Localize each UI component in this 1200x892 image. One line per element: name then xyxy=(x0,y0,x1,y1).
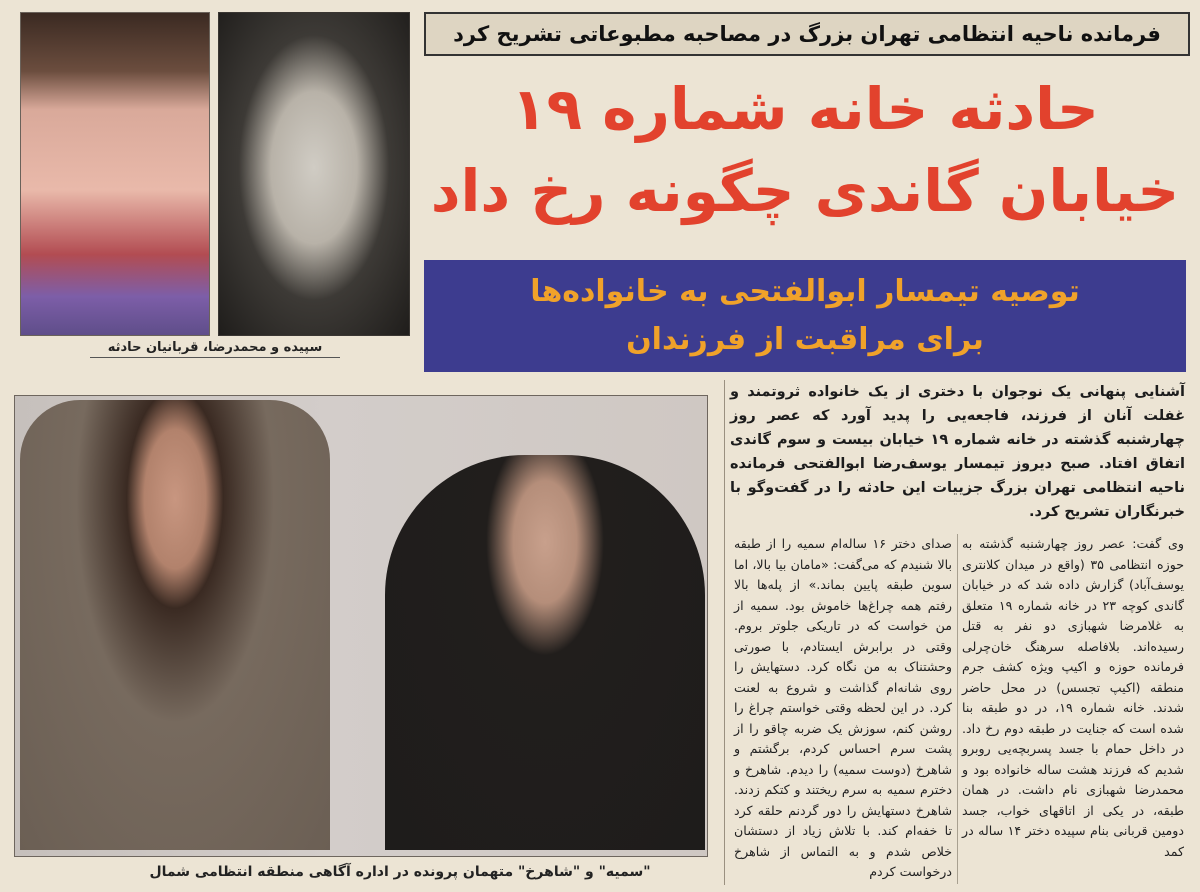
article-column-left: صدای دختر ۱۶ ساله‌ام سمیه را از طبقه بالا شنیدم که می‌گفت: «مامان بیا بالا، اما سوین طبقه پایین بماند.» از پله‌ها بالا رفتم همه چراغ‌ها خاموش بود. سمیه از من خواست که در تاریکی جلوتر بروم. وقتی در برابرش ایستادم، با صورتی وحشتناک به من نگاه کرد. دستهایش را روی شانه‌ام گذاشت و شروع به لعنت کرد. در این لحظه وقتی خواستم چراغ را روشن کنم، سوزش یک ضربه چاقو را از پشت سرم احساس کردم، برگشتم و شاهرخ (دوست سمیه) را دیدم. شاهرخ و دخترم سمیه به سرم ریختند و کتکم زدند. شاهرخ دستهایش را دور گردنم حلقه کرد تا خفه‌ام کند. با تلاش زیاد از دستشان خلاص شدم و به التماس از شاهرخ درخواست کردم xyxy=(734,536,952,879)
subhead-banner xyxy=(424,260,1186,372)
subhead-line-2: برای مراقبت از فرزندان xyxy=(626,322,984,357)
headline-line-2: خیابان گاندی چگونه رخ داد xyxy=(430,157,1180,225)
article-column-right: وی گفت: عصر روز چهارشنبه گذشته به حوزه انتظامی ۳۵ (واقع در میدان کلانتری یوسف‌آباد) گزارش داده شد که در خیابان گاندی کوچه ۲۳ در خانه شماره ۱۹ متعلق به غلامرضا شهبازی دو نفر به قتل رسیده‌اند. بلافاصله سرهنگ خان‌چرلی فرمانده حوزه و اکیپ ویژه کشف جرم منطقه (اکیپ تجسس) در محل حاضر شدند. خانه شماره ۱۹، در دو طبقه بنا شده است که جنایت در طبقه دوم رخ داد. در داخل حمام با جسد پسربچه‌یی روبرو شدیم که فرزند هشت ساله خانواده بود و محمدرضا شهبازی نام داشت. در همان طبقه، در یکی از اتاقهای خواب، جسد دومین قربانی بنام سپیده دختر ۱۴ ساله در کمد xyxy=(962,536,1184,859)
subhead-line-1: توصیه تیمسار ابوالفتحی به خانواده‌ها xyxy=(530,274,1080,309)
victims-caption: سپیده و محمدرضا، قربانیان حادثه xyxy=(90,340,340,358)
headline xyxy=(422,68,1188,232)
suspect-shahrokh-figure xyxy=(20,400,330,850)
suspects-caption: "سمیه" و "شاهرخ" متهمان پرونده در اداره آگاهی منطقه انتظامی شمال xyxy=(149,864,651,880)
headline-line-1: حادثه خانه شماره ۱۹ xyxy=(511,75,1099,143)
kicker-box: فرمانده ناحیه انتظامی تهران بزرگ در مصاحبه مطبوعاتی تشریح کرد xyxy=(424,12,1190,56)
victim-boy-photo xyxy=(20,12,210,336)
suspect-somayeh-figure xyxy=(385,455,705,850)
lead-paragraph: آشنایی پنهانی یک نوجوان با دختری از یک خانواده ثروتمند و غفلت آنان از فرزند، فاجعه‌یی را پدید آورد که عصر روز چهارشنبه گذشته در خانه شماره ۱۹ خیابان بیست و سوم گاندی اتفاق افتاد. صبح دیروز تیمسار یوسف‌رضا ابوالفتحی فرمانده ناحیه انتظامی تهران بزرگ جزییات این حادثه را در گفت‌وگو با خبرنگاران تشریح کرد. xyxy=(730,384,1186,520)
inner-column-rule xyxy=(957,534,958,884)
column-rule xyxy=(724,380,725,885)
victim-girl-photo xyxy=(218,12,410,336)
